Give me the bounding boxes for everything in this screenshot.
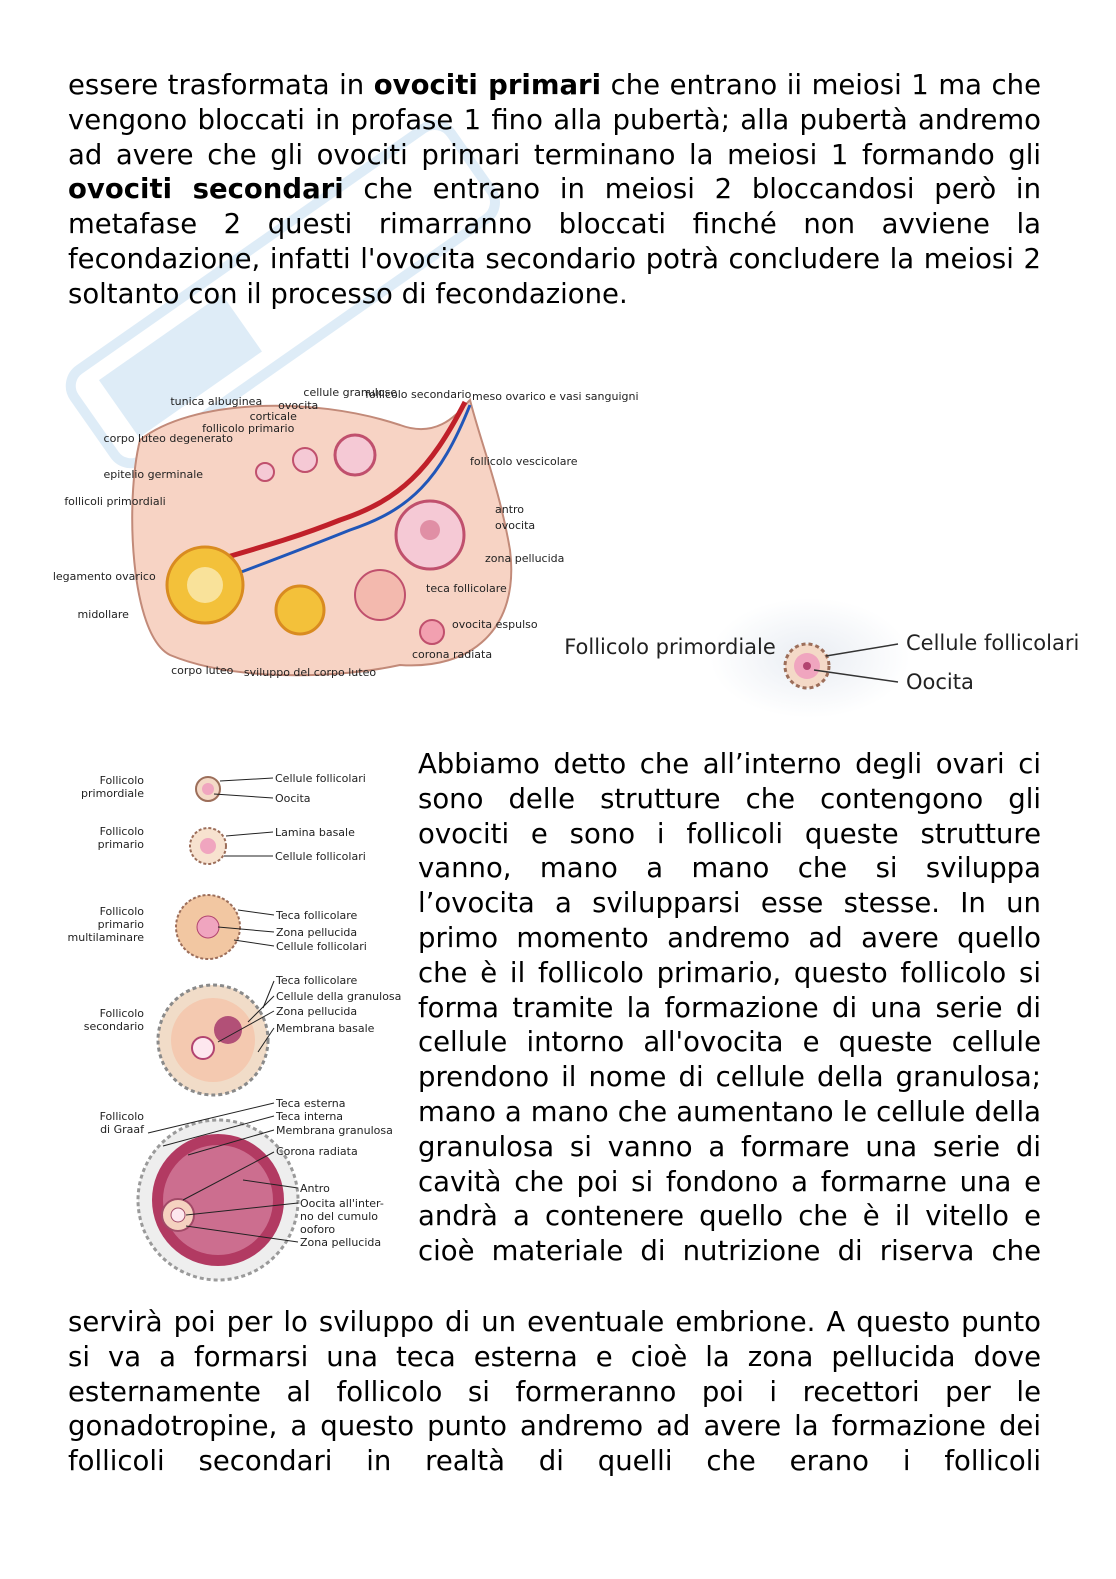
svg-text:Cellule follicolari [275, 850, 366, 863]
stage1-l1: Cellule follicolari [275, 772, 366, 785]
label-corpo-luteo: corpo luteo [171, 664, 234, 677]
primordial-follicle-figure [564, 590, 1080, 720]
svg-text:Cellule della granulosa [276, 990, 401, 1003]
svg-text:Lamina basale [275, 826, 355, 839]
stage5-l3: Membrana granulosa [276, 1124, 393, 1137]
text-run: che entrano in meiosi 2 bloccandosi però in metafase 2 questi rimarranno bloccati finché non avviene la fecondazione, infatti l'ovocita secondario potrà concludere la meiosi 2 soltanto con il processo di fecondazione. [68, 173, 1042, 310]
stage4-l1: Teca follicolare [276, 974, 358, 987]
stage2-l1: Lamina basale [275, 826, 355, 839]
bold-term-ovociti-primari: ovociti primari [373, 69, 602, 101]
paragraph-follicles: Abbiamo detto che all’interno degli ovari ci sono delle strutture che contengono gli ovociti e sono i follicoli queste strutture vanno, mano a mano che si sviluppa l’ovocita a svilupparsi esse stesse. In un primo momento andremo ad avere quello che è il follicolo primario, questo follicolo si forma tramite la formazione di una serie di cellule intorno all'ovocita e queste cellule prendono il nome di cellule della granulosa; mano a mano che aumentano le cellule della granulosa si vanno a formare una serie di cavità che poi si fondono a formarne una e andrà a contenere quello che è il vitello e cioè materiale di nutrizione di riserva che [418, 748, 1041, 1268]
stage5-l4: Corona radiata [276, 1145, 358, 1158]
label-oocita: Oocita [906, 670, 974, 694]
label-follicolo-secondario: follicolo secondario [365, 388, 472, 401]
svg-text:Teca follicolare [275, 974, 358, 987]
text-run: essere trasformata in [68, 69, 374, 101]
svg-text:Cellule follicolari [276, 940, 367, 953]
label-corona-radiata: corona radiata [412, 648, 493, 661]
label-corticale: corticale [249, 410, 297, 423]
svg-text:Membrana basale [276, 1022, 375, 1035]
stage1-title: Follicolo primordiale [81, 774, 144, 800]
svg-text:Follicolo primordiale [564, 635, 776, 659]
stage3-l3: Cellule follicolari [276, 940, 367, 953]
stage5-l5: Antro [300, 1182, 330, 1195]
stage3-l2: Zona pellucida [276, 926, 358, 939]
label-meso-ovarico: meso ovarico e vasi sanguigni [472, 390, 639, 403]
label-follicoli-primordiali: follicoli primordiali [64, 495, 166, 508]
label-zona-pellucida: zona pellucida [485, 552, 565, 565]
label-legamento-ovarico: legamento ovarico [52, 570, 156, 583]
label-ovocita-top: ovocita [278, 399, 319, 412]
label-sviluppo-corpo-luteo: sviluppo del corpo luteo [243, 666, 377, 679]
stage4-l3: Zona pellucida [276, 1005, 358, 1018]
label-tunica-albuginea: tunica albuginea [170, 395, 263, 408]
svg-text:Cellule follicolari Oocita [906, 631, 1086, 694]
stage2-title: Follicolo primario [97, 825, 144, 851]
stage1-l2: Oocita [275, 792, 311, 805]
stage3-title: Follicolo primario multilaminare [67, 905, 144, 944]
stage2-l2: Cellule follicolari [275, 850, 366, 863]
rupturing-follicle [355, 570, 405, 620]
label-teca-follicolare: teca follicolare [426, 582, 507, 595]
label-ovocita-right: ovocita [495, 519, 536, 532]
svg-text:Corona radiata [276, 1145, 358, 1158]
svg-text:Membrana granulosa [276, 1124, 393, 1137]
developing-corpus-luteum [276, 586, 324, 634]
stage5-l2: Teca interna [276, 1110, 344, 1123]
stage5-l7: Zona pellucida [300, 1236, 382, 1249]
follicle-stages-diagram [68, 760, 408, 1280]
label-cellule-follicolari: Cellule follicolari [906, 631, 1080, 655]
primordial-title: Follicolo primordiale [564, 635, 776, 659]
paragraph-continuation: servirà poi per lo sviluppo di un eventuale embrione. A questo punto si va a formarsi una teca esterna e cioè la zona pellucida dove esternamente al follicolo si formeranno poi i recettori per le gonadotropine, a questo punto andremo ad avere la formazione dei follicoli secondari in realtà di quelli che erano i follicoli [68, 1306, 1041, 1478]
stage5-l6: Oocita all'inter-no del cumulo ooforo [300, 1197, 384, 1236]
stage3-l1: Teca follicolare [276, 909, 358, 922]
label-corpo-luteo-degenerato: corpo luteo degenerato [103, 432, 233, 445]
expelled-oocyte [420, 620, 444, 644]
stage4-title: Follicolo secondario [83, 1007, 144, 1033]
label-follicolo-primario: follicolo primario [202, 422, 295, 435]
bold-term-ovociti-secondari: ovociti secondari [68, 173, 344, 206]
label-follicolo-vescicolare: follicolo vescicolare [470, 455, 578, 468]
label-ovocita-espulso: ovocita espulso [452, 618, 538, 631]
label-cellule-granulose: cellule granulose [303, 386, 398, 399]
svg-text:Cellule follicolari [275, 772, 366, 785]
label-midollare: midollare [77, 608, 129, 621]
label-antro: antro [495, 503, 525, 516]
stage5-l1: Teca esterna [276, 1097, 346, 1110]
secondary-follicle [335, 435, 375, 475]
stage4-l4: Membrana basale [276, 1022, 375, 1035]
ovary-diagram [52, 380, 639, 700]
svg-text:Teca esterna [275, 1097, 346, 1110]
stage4-l2: Cellule della granulosa [276, 990, 402, 1003]
label-epitelio-germinale: epitelio germinale [103, 468, 204, 481]
svg-text:Zona pellucida [300, 1236, 381, 1249]
svg-text:Teca follicolare [275, 909, 358, 922]
primary-follicle [293, 448, 317, 472]
paragraph-intro [68, 68, 1041, 312]
text-run: che entrano ii meiosi 1 ma che vengono bloccati in profase 1 fino alla pubertà; alla pubertà andremo ad avere che gli ovociti primari terminano la meiosi 1 formando gli [68, 69, 1041, 171]
svg-text:Zona pellucida [276, 926, 357, 939]
svg-text:Antro [300, 1182, 330, 1195]
svg-text:Oocita [275, 792, 311, 805]
svg-text:Zona pellucida [276, 1005, 357, 1018]
svg-text:Teca interna [275, 1110, 343, 1123]
stage5-title: Follicolo di Graaf [99, 1110, 144, 1136]
